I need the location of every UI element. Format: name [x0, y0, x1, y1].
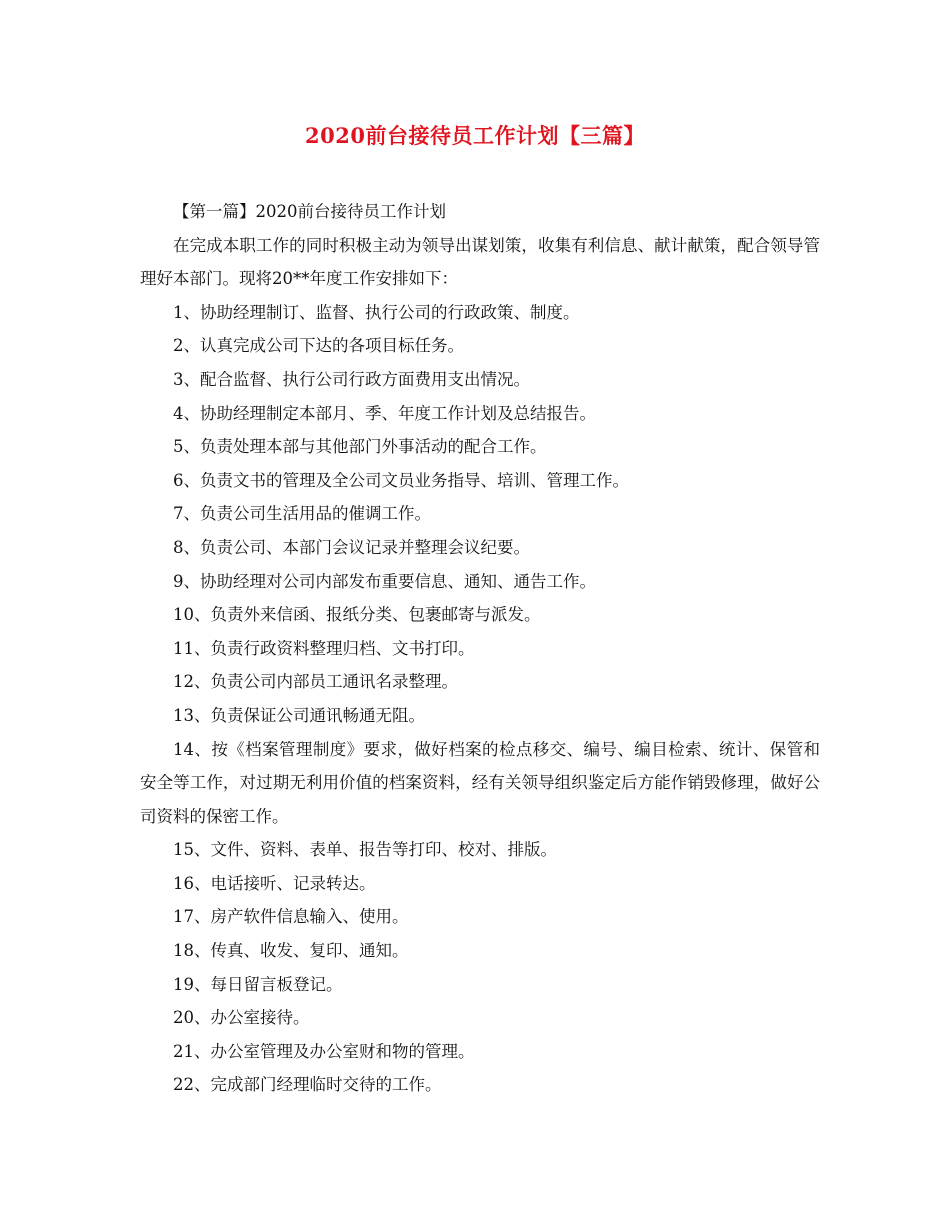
list-item: 12、负责公司内部员工通讯名录整理。	[173, 672, 458, 692]
list-item: 16、电话接听、记录转达。	[173, 873, 376, 893]
intro-paragraph: 在完成本职工作的同时积极主动为领导出谋划策，收集有利信息、献计献策，配合领导管理好本部门。现将20**年度工作安排如下：	[140, 235, 820, 289]
list-item: 22、完成部门经理临时交待的工作。	[173, 1075, 442, 1095]
list-item: 18、传真、收发、复印、通知。	[173, 941, 409, 961]
list-item: 4、协助经理制定本部月、季、年度工作计划及总结报告。	[173, 403, 596, 423]
list-item: 17、房产软件信息输入、使用。	[173, 907, 409, 927]
list-item: 8、负责公司、本部门会议记录并整理会议纪要。	[173, 537, 530, 557]
list-item: 10、负责外来信函、报纸分类、包裹邮寄与派发。	[173, 605, 541, 625]
list-item: 1、协助经理制订、监督、执行公司的行政政策、制度。	[173, 302, 580, 322]
list-item: 15、文件、资料、表单、报告等打印、校对、排版。	[173, 840, 557, 860]
list-item: 13、负责保证公司通讯畅通无阻。	[173, 705, 425, 725]
list-item: 21、办公室管理及办公室财和物的管理。	[173, 1041, 475, 1061]
list-item: 20、办公室接待。	[173, 1008, 310, 1028]
list-item: 6、负责文书的管理及全公司文员业务指导、培训、管理工作。	[173, 470, 629, 490]
list-item: 9、协助经理对公司内部发布重要信息、通知、通告工作。	[173, 571, 596, 591]
list-item: 14、按《档案管理制度》要求，做好档案的检点移交、编号、编目检索、统计、保管和安全等工作，对过期无利用价值的档案资料，经有关领导组织鉴定后方能作销毁修理，做好公司资料的保密工作。	[140, 739, 820, 826]
list-item: 19、每日留言板登记。	[173, 974, 343, 994]
list-item: 3、配合监督、执行公司行政方面费用支出情况。	[173, 369, 530, 389]
list-item: 2、认真完成公司下达的各项目标任务。	[173, 336, 464, 356]
list-item: 5、负责处理本部与其他部门外事活动的配合工作。	[173, 437, 547, 457]
list-item: 11、负责行政资料整理归档、文书打印。	[173, 638, 475, 658]
section-heading: 【第一篇】2020前台接待员工作计划	[173, 202, 446, 221]
list-item: 7、负责公司生活用品的催调工作。	[173, 504, 431, 524]
document-body	[140, 195, 820, 1102]
document-title: 2020前台接待员工作计划【三篇】	[305, 123, 645, 148]
